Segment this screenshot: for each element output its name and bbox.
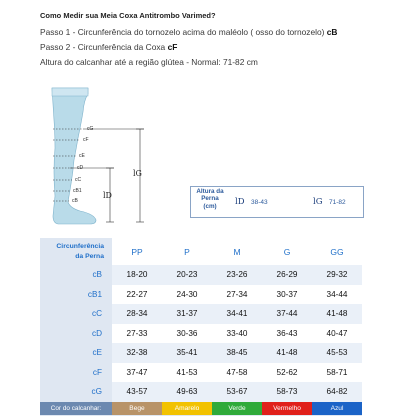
diagram-label-cb: cB xyxy=(72,198,78,204)
row-label: cG xyxy=(91,387,102,397)
diagram-label-ce: cE xyxy=(79,153,85,159)
header-size-m: M xyxy=(212,238,262,265)
step-1-code: cB xyxy=(326,27,338,37)
step-3-text: Altura do calcanhar até a região glútea - Normal: 71-82 cm xyxy=(40,57,258,67)
altura-label-line-1: Altura da xyxy=(196,188,224,195)
table-cell: 38-45 xyxy=(212,343,262,363)
altura-da-perna-box xyxy=(190,186,364,218)
table-cell: 23-26 xyxy=(212,265,262,285)
row-label: cC xyxy=(91,309,102,319)
table-row xyxy=(40,382,362,402)
leg-diagram xyxy=(40,80,180,230)
table-row xyxy=(40,363,362,383)
header-size-p: P xyxy=(162,238,212,265)
table-cell: 64-82 xyxy=(312,382,362,402)
header-size-g: G xyxy=(262,238,312,265)
altura-ld-symbol: lD xyxy=(235,197,245,207)
table-cell: 27-34 xyxy=(212,285,262,305)
heel-color-label: Cor do calcanhar: xyxy=(40,402,112,415)
heel-color-row xyxy=(40,402,362,415)
diagram-label-cb1: cB1 xyxy=(73,188,82,194)
step-2 xyxy=(40,42,177,52)
table-cell: 40-47 xyxy=(312,324,362,344)
step-1-text: Passo 1 - Circunferência do tornozelo acima do maléolo ( osso do tornozelo) xyxy=(40,27,327,37)
table-cell: 30-37 xyxy=(262,285,312,305)
step-2-code: cF xyxy=(167,42,178,52)
table-cell: 20-23 xyxy=(162,265,212,285)
step-2-text: Passo 2 - Circunferência da Coxa xyxy=(40,42,168,52)
table-cell: 47-58 xyxy=(212,363,262,383)
altura-lg-value: 71-82 xyxy=(329,199,346,206)
table-cell: 28-34 xyxy=(112,304,162,324)
table-cell: 26-29 xyxy=(262,265,312,285)
row-label: cF xyxy=(92,367,102,377)
size-table-header xyxy=(40,238,362,265)
header-circunferencia xyxy=(40,238,112,265)
heel-color-bege: Bege xyxy=(112,402,162,415)
table-cell: 30-36 xyxy=(162,324,212,344)
table-cell: 58-73 xyxy=(262,382,312,402)
table-cell: 37-44 xyxy=(262,304,312,324)
altura-label xyxy=(192,188,228,216)
table-cell: 35-41 xyxy=(162,343,212,363)
step-1 xyxy=(40,27,337,37)
heel-color-azul: Azul xyxy=(312,402,362,415)
row-label: cD xyxy=(91,328,102,338)
table-cell: 31-37 xyxy=(162,304,212,324)
table-cell: 52-62 xyxy=(262,363,312,383)
table-cell: 34-44 xyxy=(312,285,362,305)
table-cell: 53-67 xyxy=(212,382,262,402)
row-label: cB1 xyxy=(87,289,102,299)
leg-top-band xyxy=(52,88,88,96)
row-label: cB xyxy=(92,270,102,280)
table-row xyxy=(40,304,362,324)
altura-label-line-3: (cm) xyxy=(203,202,217,210)
header-line-2: da Perna xyxy=(75,252,104,260)
table-cell: 49-63 xyxy=(162,382,212,402)
step-3 xyxy=(40,57,258,67)
table-cell: 24-30 xyxy=(162,285,212,305)
header-size-gg: GG xyxy=(312,238,362,265)
table-row xyxy=(40,265,362,285)
diagram-label-cf: cF xyxy=(83,137,89,143)
table-cell: 22-27 xyxy=(112,285,162,305)
size-table xyxy=(40,238,362,415)
table-cell: 43-57 xyxy=(112,382,162,402)
altura-label-line-2: Perna xyxy=(201,195,219,203)
table-cell: 27-33 xyxy=(112,324,162,344)
header-line-1: Circunferência xyxy=(56,242,104,250)
table-cell: 37-47 xyxy=(112,363,162,383)
heel-color-vermelho: Vermelho xyxy=(262,402,312,415)
heel-color-verde: Verde xyxy=(212,402,262,415)
table-cell: 18-20 xyxy=(112,265,162,285)
table-cell: 33-40 xyxy=(212,324,262,344)
page-title: Como Medir sua Meia Coxa Antitrombo Varimed? xyxy=(40,11,216,20)
heel-color-amarelo: Amarelo xyxy=(162,402,212,415)
row-label: cE xyxy=(92,348,102,358)
table-row xyxy=(40,324,362,344)
header-size-pp: PP xyxy=(112,238,162,265)
table-cell: 41-48 xyxy=(312,304,362,324)
ld-symbol: lD xyxy=(103,191,112,200)
table-cell: 36-43 xyxy=(262,324,312,344)
table-row xyxy=(40,343,362,363)
altura-lg-symbol: lG xyxy=(313,197,323,207)
table-cell: 34-41 xyxy=(212,304,262,324)
table-cell: 32-38 xyxy=(112,343,162,363)
table-cell: 41-48 xyxy=(262,343,312,363)
table-cell: 41-53 xyxy=(162,363,212,383)
diagram-label-cd: cD xyxy=(77,165,84,171)
table-cell: 58-71 xyxy=(312,363,362,383)
table-cell: 29-32 xyxy=(312,265,362,285)
table-cell: 45-53 xyxy=(312,343,362,363)
diagram-label-cg: cG xyxy=(87,126,94,132)
lg-symbol: lG xyxy=(133,169,142,178)
table-row xyxy=(40,285,362,305)
diagram-label-cc: cC xyxy=(75,177,82,183)
altura-ld-value: 38-43 xyxy=(251,199,268,206)
